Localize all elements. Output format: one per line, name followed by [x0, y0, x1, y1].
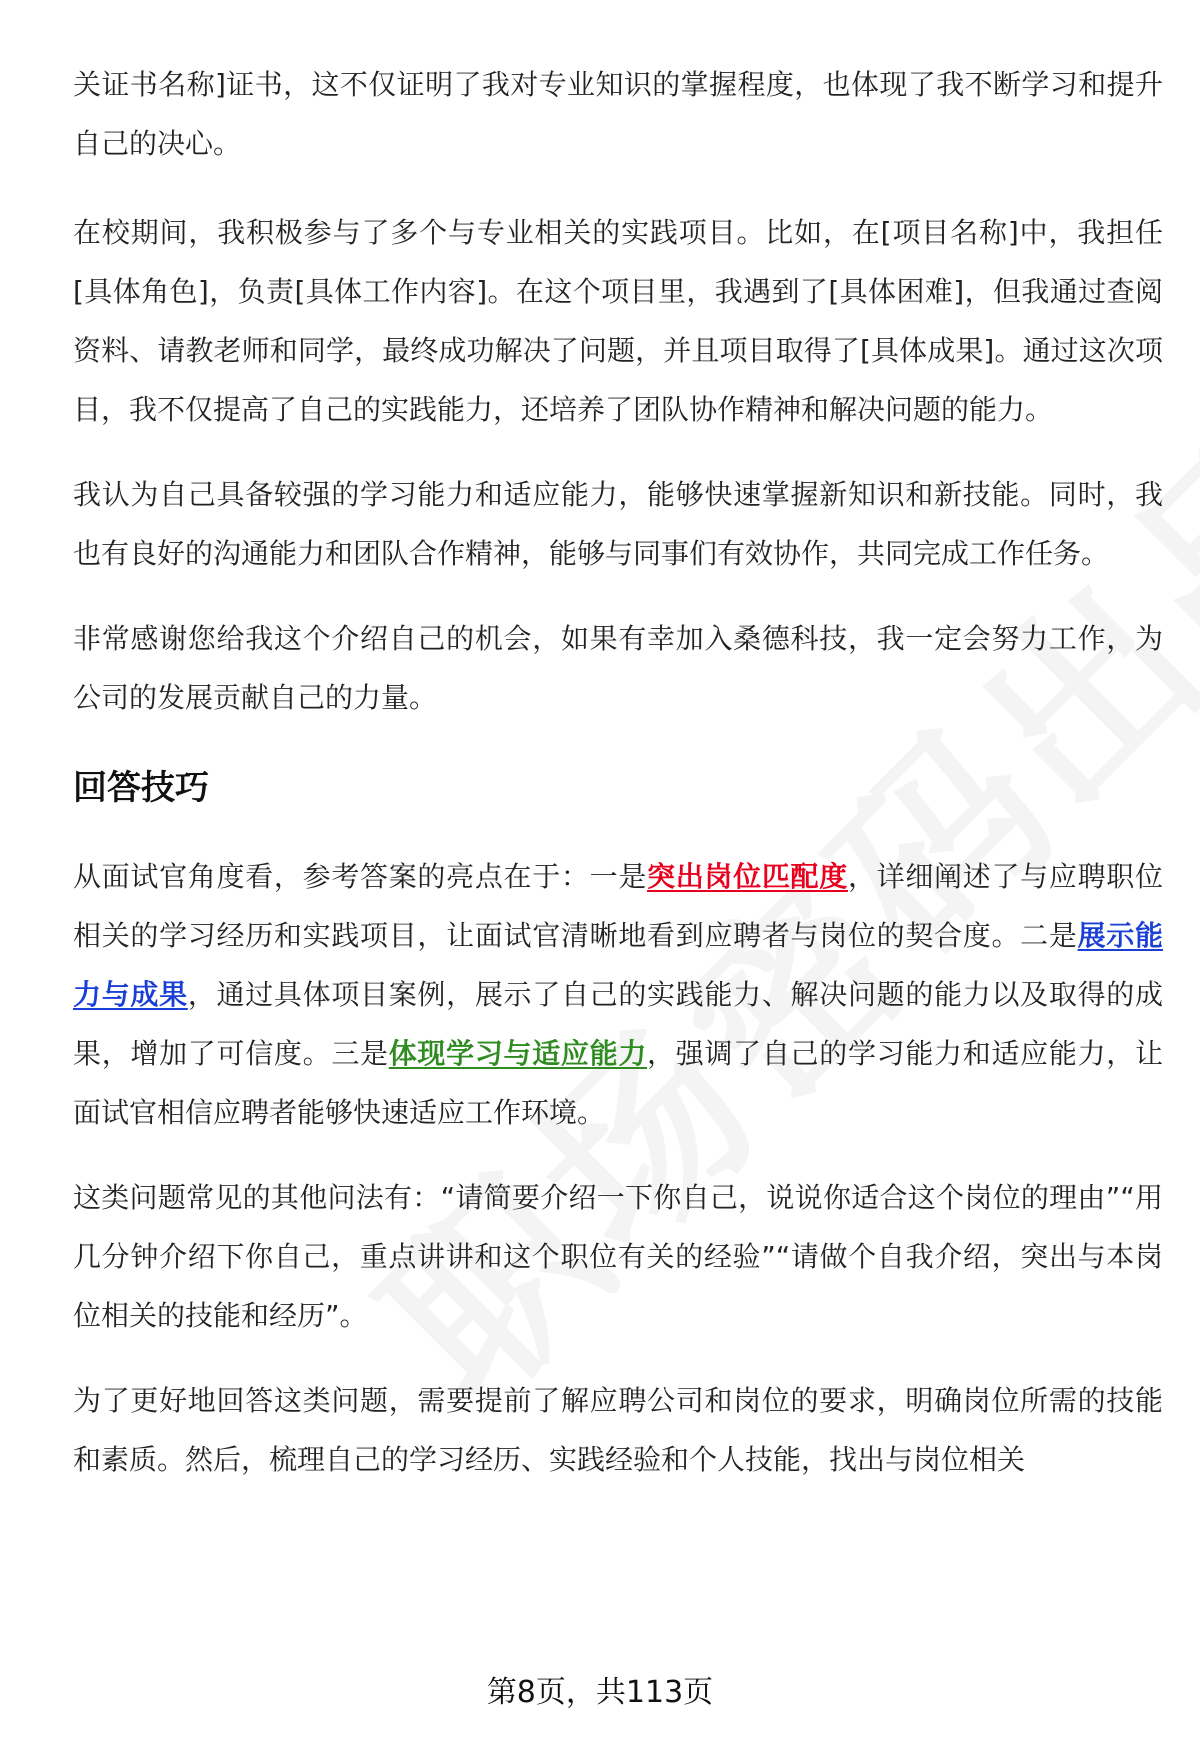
highlight-learning-adaptability: 体现学习与适应能力 [388, 1037, 648, 1070]
highlight-job-match: 突出岗位匹配度 [647, 860, 848, 893]
paragraph-tips [73, 847, 1163, 1142]
paragraph-preparation: 为了更好地回答这类问题，需要提前了解应聘公司和岗位的要求，明确岗位所需的技能和素质。然后，梳理自己的学习经历、实践经验和个人技能，找出与岗位相关 [73, 1384, 1163, 1476]
page-number: 第8页，共113页 [486, 1675, 714, 1710]
paragraph-project: 在校期间，我积极参与了多个与专业相关的实践项目。比如，在[项目名称]中，我担任[具体角色]，负责[具体工作内容]。在这个项目里，我遇到了[具体困难]，但我通过查阅资料、请教老师和同学，最终成功解决了问题，并且项目取得了[具体成果]。通过这次项目，我不仅提高了自己的实践能力，还培养了团队协作精神和解决问题的能力。 [73, 216, 1163, 426]
paragraph-thanks: 非常感谢您给我这个介绍自己的机会，如果有幸加入桑德科技，我一定会努力工作，为公司的发展贡献自己的力量。 [73, 622, 1163, 714]
tips-text-b: ，详细阐述了与应聘职位相关的学习经历和实践项目，让面试官清晰地看到应聘者与岗位的契合度。二是 [73, 860, 1163, 952]
page-content [73, 55, 1163, 1515]
tips-text-a: 从面试官角度看，参考答案的亮点在于：一是 [73, 860, 648, 893]
paragraph-certificate: 关证书名称]证书，这不仅证明了我对专业知识的掌握程度，也体现了我不断学习和提升自己的决心。 [73, 68, 1163, 160]
tips-text-d: ，强调了自己的学习能力和适应能力，让面试官相信应聘者能够快速适应工作环境。 [73, 1037, 1163, 1129]
highlight-ability-results: 展示能力与成果 [73, 919, 1163, 1011]
section-heading: 回答技巧 [73, 768, 209, 808]
paragraph-abilities: 我认为自己具备较强的学习能力和适应能力，能够快速掌握新知识和新技能。同时，我也有良好的沟通能力和团队合作精神，能够与同事们有效协作，共同完成工作任务。 [73, 478, 1163, 570]
tips-text-c: ，通过具体项目案例，展示了自己的实践能力、解决问题的能力以及取得的成果，增加了可信度。三是 [73, 978, 1163, 1070]
paragraph-other-questions: 这类问题常见的其他问法有：“请简要介绍一下你自己，说说你适合这个岗位的理由”“用几分钟介绍下你自己，重点讲讲和这个职位有关的经验”“请做个自我介绍，突出与本岗位相关的技能和经历”。 [73, 1181, 1163, 1332]
